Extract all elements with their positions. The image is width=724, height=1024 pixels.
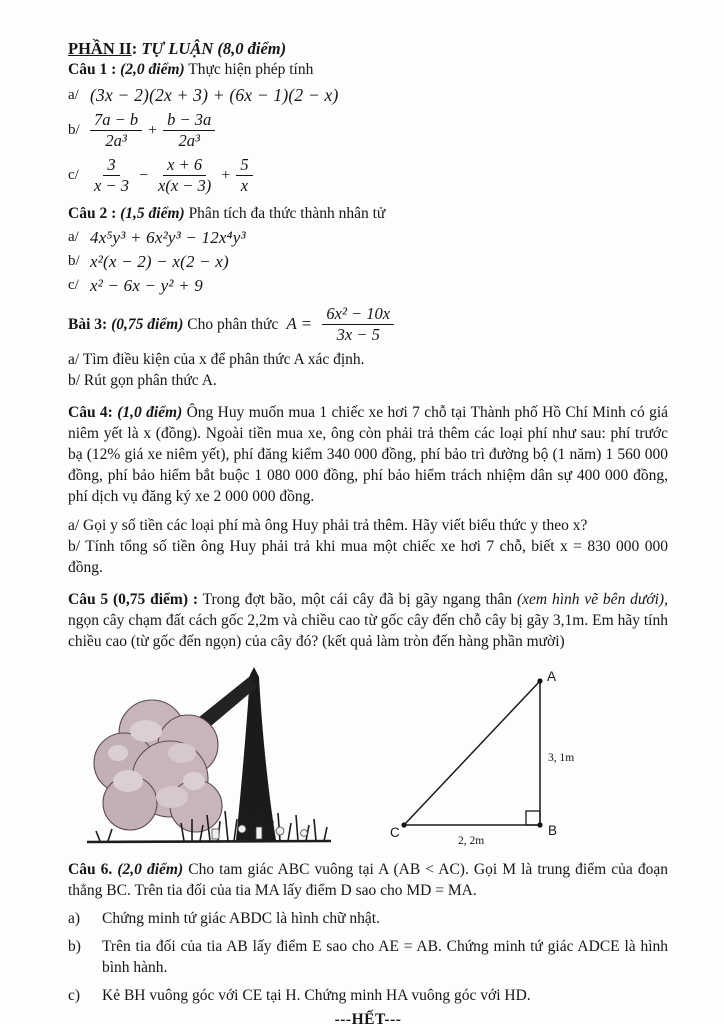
question-6-item-a <box>68 908 668 929</box>
question-3a: a/ Tìm điều kiện của x để phân thức A xác định. <box>68 350 365 368</box>
ground-line <box>87 841 331 842</box>
question-4b: b/ Tính tổng số tiền ông Huy phải trả khi mua một chiếc xe hơi 7 chỗ, biết x = 830 000 000 đồng. <box>68 537 668 576</box>
question-2-title: Phân tích đa thức thành nhân tử <box>188 204 386 222</box>
question-1-label: Câu 1 : <box>68 61 117 78</box>
question-2c <box>68 276 668 296</box>
question-3-label: Bài 3: <box>68 316 108 334</box>
question-2c-tag: c/ <box>68 277 79 294</box>
question-5-text-italic: (xem hình vẽ bên dưới) <box>516 590 665 608</box>
question-4-points: (1,0 điểm) <box>117 403 183 421</box>
section-heading <box>68 38 668 59</box>
question-5-body <box>68 589 668 652</box>
fraction-denominator: x <box>240 176 249 196</box>
item-a-tag: a) <box>68 909 81 927</box>
fraction <box>322 305 394 345</box>
question-4a: a/ Gọi y số tiền các loại phí mà ông Huy phải trả thêm. Hãy viết biểu thức y theo x? <box>68 516 588 534</box>
question-6-body <box>68 859 668 901</box>
item-b-tag: b) <box>68 937 81 955</box>
question-3-equation <box>286 305 394 345</box>
question-2a-tag: a/ <box>68 229 79 246</box>
question-1c-tag: c/ <box>68 167 79 184</box>
equation-lhs: A = <box>286 313 313 333</box>
question-3-title: Cho phân thức <box>187 316 279 334</box>
broken-tree-illustration <box>84 661 334 853</box>
question-1b <box>68 111 668 151</box>
tree-crown <box>94 700 222 832</box>
vertex-b-dot <box>537 822 542 827</box>
question-6-item-b <box>68 936 668 978</box>
end-marker: ---HẾT--- <box>334 1010 402 1024</box>
side-cb-measure: 2, 2m <box>458 834 485 847</box>
question-2c-expression: x² − 6x − y² + 9 <box>90 275 203 295</box>
fraction-numerator: 5 <box>236 156 252 176</box>
question-1-header <box>68 59 668 80</box>
question-2-label: Câu 2 : <box>68 204 117 222</box>
fraction-numerator: b − 3a <box>163 111 215 131</box>
question-4-label: Câu 4: <box>68 403 113 421</box>
vertex-c-dot <box>401 822 406 827</box>
question-4-text: Ông Huy muốn mua 1 chiếc xe hơi 7 chỗ tại Thành phố Hồ Chí Minh có giá niêm yết là x (đồng). Ngoài tiền mua xe, ông còn phải trả thêm các loại phí như sau: phí trước bạ (12% giá xe niêm yết), phí đăng kiểm 340 000 đồng, phí bảo trì đường bộ (1 năm) 1 560 000 đồng, phí bảo hiểm bắt buộc 1 080 000 đồng, phí bảo hiểm trách nhiệm dân sự 400 000 đồng, phí dịch vụ đăng ký xe 2 000 000 đồng. <box>68 403 669 505</box>
fraction-denominator: 2a³ <box>178 131 200 151</box>
question-2a-expression: 4x⁵y³ + 6x²y³ − 12x⁴y³ <box>90 227 246 247</box>
item-c-text: Kẻ BH vuông góc với CE tại H. Chứng minh HA vuông góc với HD. <box>102 986 531 1004</box>
vertex-b-label: B <box>548 822 558 838</box>
fraction <box>154 156 215 196</box>
operator: − <box>138 166 148 184</box>
triangle-edges <box>404 681 540 825</box>
question-6-label: Câu 6. <box>68 860 113 878</box>
fraction-numerator: x + 6 <box>163 156 206 176</box>
fraction-numerator: 6x² − 10x <box>322 305 394 325</box>
question-2b-expression: x²(x − 2) − x(2 − x) <box>90 251 229 271</box>
question-2b <box>68 252 668 272</box>
question-1a-expression: (3x − 2)(2x + 3) + (6x − 1)(2 − x) <box>90 85 339 105</box>
question-5-text-post: , ngọn cây chạm đất cách gốc 2,2m và chiều cao từ gốc cây đến chỗ cây bị gãy 3,1m. Em hãy tính chiều cao (từ gốc đến ngọn) của cây đó? (kết quả làm tròn đến hàng phần mười) <box>68 590 668 650</box>
fraction-numerator: 3 <box>103 156 119 176</box>
question-6-points: (2,0 điểm) <box>117 860 184 878</box>
fraction <box>163 111 215 151</box>
item-b-text: Trên tia đối của tia AB lấy điểm E sao cho AE = AB. Chứng minh tứ giác ADCE là hình bình hành. <box>102 937 668 976</box>
question-2b-tag: b/ <box>68 253 80 270</box>
item-c-tag: c) <box>68 986 81 1004</box>
section-part-label: PHẦN II <box>68 39 132 58</box>
fraction <box>236 156 252 196</box>
fraction-denominator: x − 3 <box>94 176 129 196</box>
item-a-text: Chứng minh tứ giác ABDC là hình chữ nhật. <box>102 909 380 927</box>
question-3-points: (0,75 điểm) <box>111 316 184 334</box>
triangle-diagram <box>390 667 630 853</box>
fraction-denominator: 2a³ <box>105 131 127 151</box>
question-4-body <box>68 402 668 507</box>
side-ca <box>404 681 540 825</box>
fraction-denominator: 3x − 5 <box>336 325 380 345</box>
vertex-a-dot <box>537 678 542 683</box>
operator: + <box>148 121 158 139</box>
question-1-title: Thực hiện phép tính <box>188 61 314 78</box>
question-1b-tag: b/ <box>68 122 80 139</box>
question-3-header <box>68 305 668 345</box>
question-1-points: (2,0 điểm) <box>120 61 185 78</box>
question-3b: b/ Rút gọn phân thức A. <box>68 371 217 389</box>
question-1c <box>68 156 668 196</box>
right-angle-mark <box>526 811 540 825</box>
question-2-points: (1,5 điểm) <box>120 204 185 222</box>
vertex-a-label: A <box>547 668 557 684</box>
question-1a-tag: a/ <box>68 87 79 103</box>
question-3-lead <box>68 314 278 335</box>
question-2a <box>68 228 668 248</box>
fraction <box>90 111 142 151</box>
question-1a <box>68 85 668 106</box>
vertex-c-label: C <box>390 824 400 840</box>
question-5-label: Câu 5 (0,75 điểm) : <box>68 590 199 608</box>
figure-row <box>84 661 668 853</box>
question-6-text: Cho tam giác ABC vuông tại A (AB < AC). Gọi M là trung điểm của đoạn thẳng BC. Trên tia đối của tia MA lấy điểm D sao cho MD = MA. <box>68 860 668 899</box>
side-ab-measure: 3, 1m <box>548 751 575 764</box>
section-colon: : <box>131 39 138 58</box>
broken-tree-svg <box>84 661 334 853</box>
section-title: TỰ LUẬN (8,0 điểm) <box>137 39 287 58</box>
triangle-svg <box>390 667 630 853</box>
fraction-numerator: 7a − b <box>90 111 142 131</box>
question-2-header <box>68 203 668 224</box>
fraction-denominator: x(x − 3) <box>158 176 212 196</box>
question-5-text-pre: Trong đợt bão, một cái cây đã bị gãy ngang thân <box>202 590 517 608</box>
operator: + <box>221 166 231 184</box>
fraction <box>90 156 133 196</box>
question-6-item-c <box>68 985 668 1006</box>
